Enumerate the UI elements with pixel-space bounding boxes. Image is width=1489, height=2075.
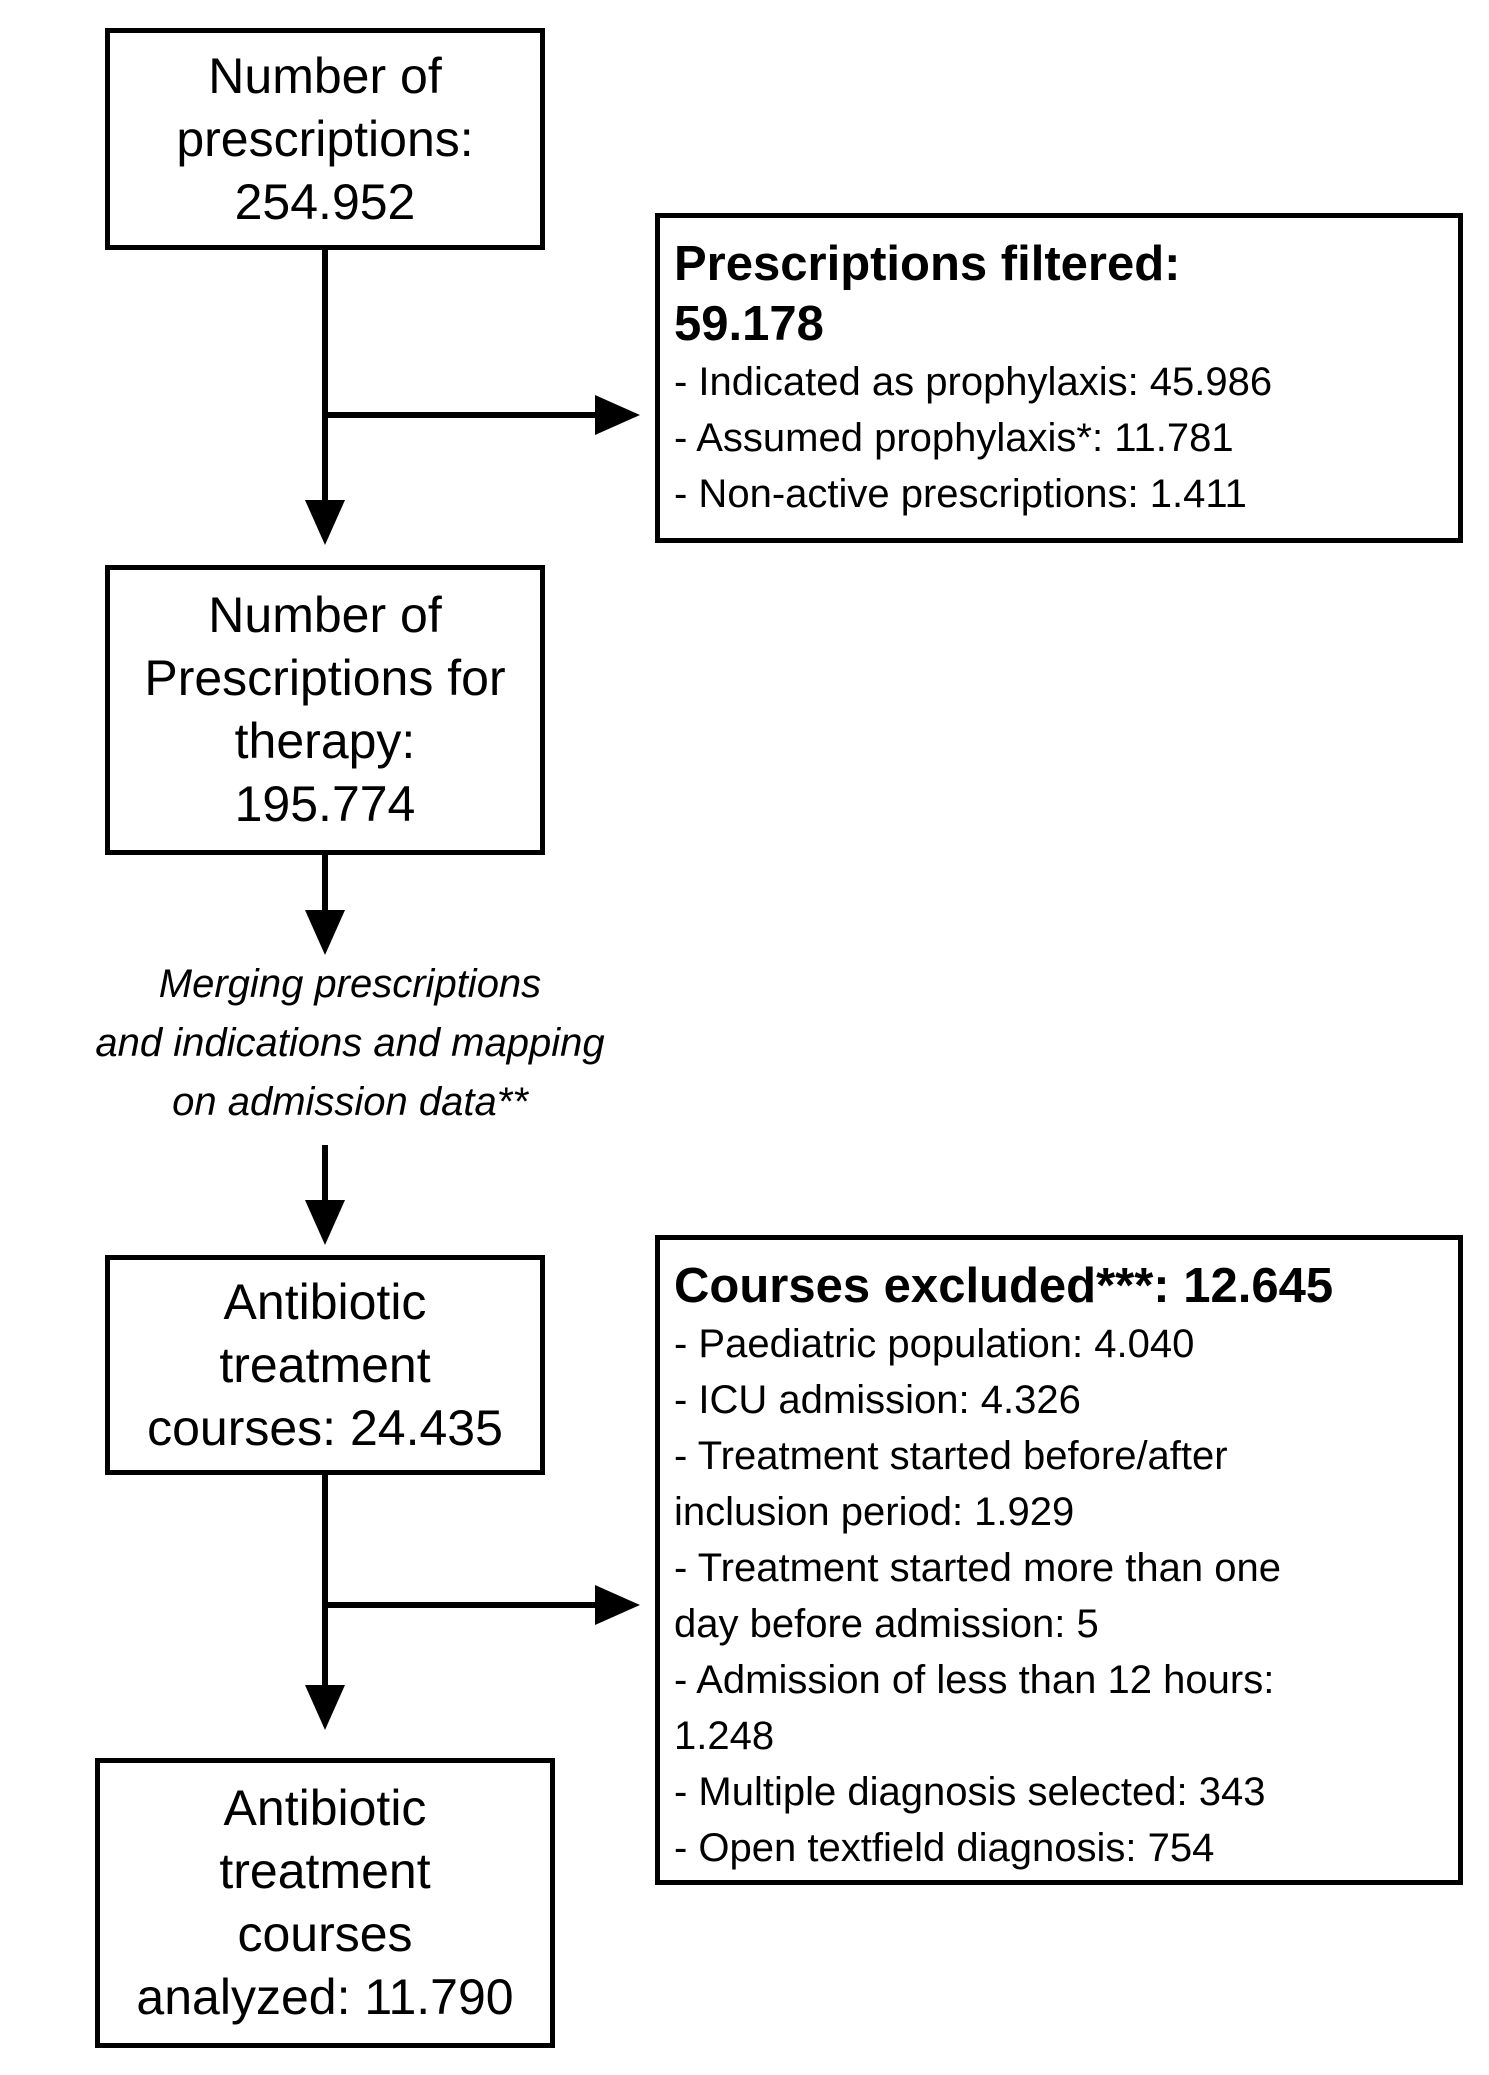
merge-note-line: on admission data** bbox=[172, 1080, 528, 1124]
arrow-head-down-4 bbox=[305, 1685, 345, 1730]
courses-label-3: courses: 24.435 bbox=[147, 1399, 503, 1456]
therapy-prescriptions-box bbox=[105, 565, 545, 855]
excluded-item: - Admission of less than 12 hours: bbox=[674, 1658, 1275, 1702]
analyzed-label-4: analyzed: 11.790 bbox=[136, 1969, 514, 2025]
filtered-item: - Indicated as prophylaxis: 45.986 bbox=[674, 360, 1273, 404]
excluded-item: 1.248 bbox=[674, 1714, 775, 1758]
excluded-item: day before admission: 5 bbox=[674, 1602, 1099, 1646]
excluded-item: - Open textfield diagnosis: 754 bbox=[674, 1826, 1215, 1870]
filtered-item: - Non-active prescriptions: 1.411 bbox=[674, 472, 1247, 516]
filtered-item: - Assumed prophylaxis*: 11.781 bbox=[674, 416, 1234, 460]
merge-note-line: and indications and mapping bbox=[95, 1021, 605, 1065]
treatment-courses-box bbox=[105, 1255, 545, 1475]
analyzed-label: Antibiotic bbox=[223, 1780, 427, 1836]
therapy-label-2: Prescriptions for bbox=[144, 650, 506, 706]
prescriptions-label: Number of bbox=[208, 47, 442, 104]
excluded-item: inclusion period: 1.929 bbox=[674, 1490, 1075, 1534]
prescriptions-filtered-box bbox=[655, 213, 1463, 543]
excluded-title: Courses excluded***: 12.645 bbox=[674, 1259, 1334, 1313]
courses-analyzed-box bbox=[95, 1758, 555, 2048]
prescriptions-box bbox=[105, 28, 545, 250]
excluded-item: - Paediatric population: 4.040 bbox=[674, 1322, 1195, 1366]
arrow-head-down-2 bbox=[305, 910, 345, 955]
filtered-total: 59.178 bbox=[674, 297, 824, 351]
therapy-label: Number of bbox=[208, 587, 442, 643]
analyzed-label-2: treatment bbox=[219, 1843, 431, 1899]
excluded-item: - Treatment started more than one bbox=[674, 1546, 1281, 1590]
merge-note bbox=[20, 955, 680, 1132]
excluded-item: - Treatment started before/after bbox=[674, 1434, 1228, 1478]
merge-note-line: Merging prescriptions bbox=[158, 962, 542, 1006]
arrow-head-right-1 bbox=[595, 395, 640, 435]
courses-excluded-box bbox=[655, 1235, 1463, 1885]
prescriptions-value: 254.952 bbox=[234, 173, 416, 230]
excluded-item: - ICU admission: 4.326 bbox=[674, 1378, 1081, 1422]
courses-label: Antibiotic bbox=[223, 1273, 427, 1330]
arrow-head-down-3 bbox=[305, 1200, 345, 1245]
therapy-label-3: therapy: bbox=[234, 713, 416, 769]
courses-label-2: treatment bbox=[219, 1336, 431, 1393]
arrow-head-down-1 bbox=[305, 500, 345, 545]
filtered-title: Prescriptions filtered: bbox=[674, 237, 1181, 291]
therapy-value: 195.774 bbox=[234, 776, 416, 832]
arrow-head-right-2 bbox=[595, 1585, 640, 1625]
excluded-item: - Multiple diagnosis selected: 343 bbox=[674, 1770, 1266, 1814]
analyzed-label-3: courses bbox=[237, 1906, 413, 1962]
prescriptions-label-2: prescriptions: bbox=[176, 110, 474, 167]
